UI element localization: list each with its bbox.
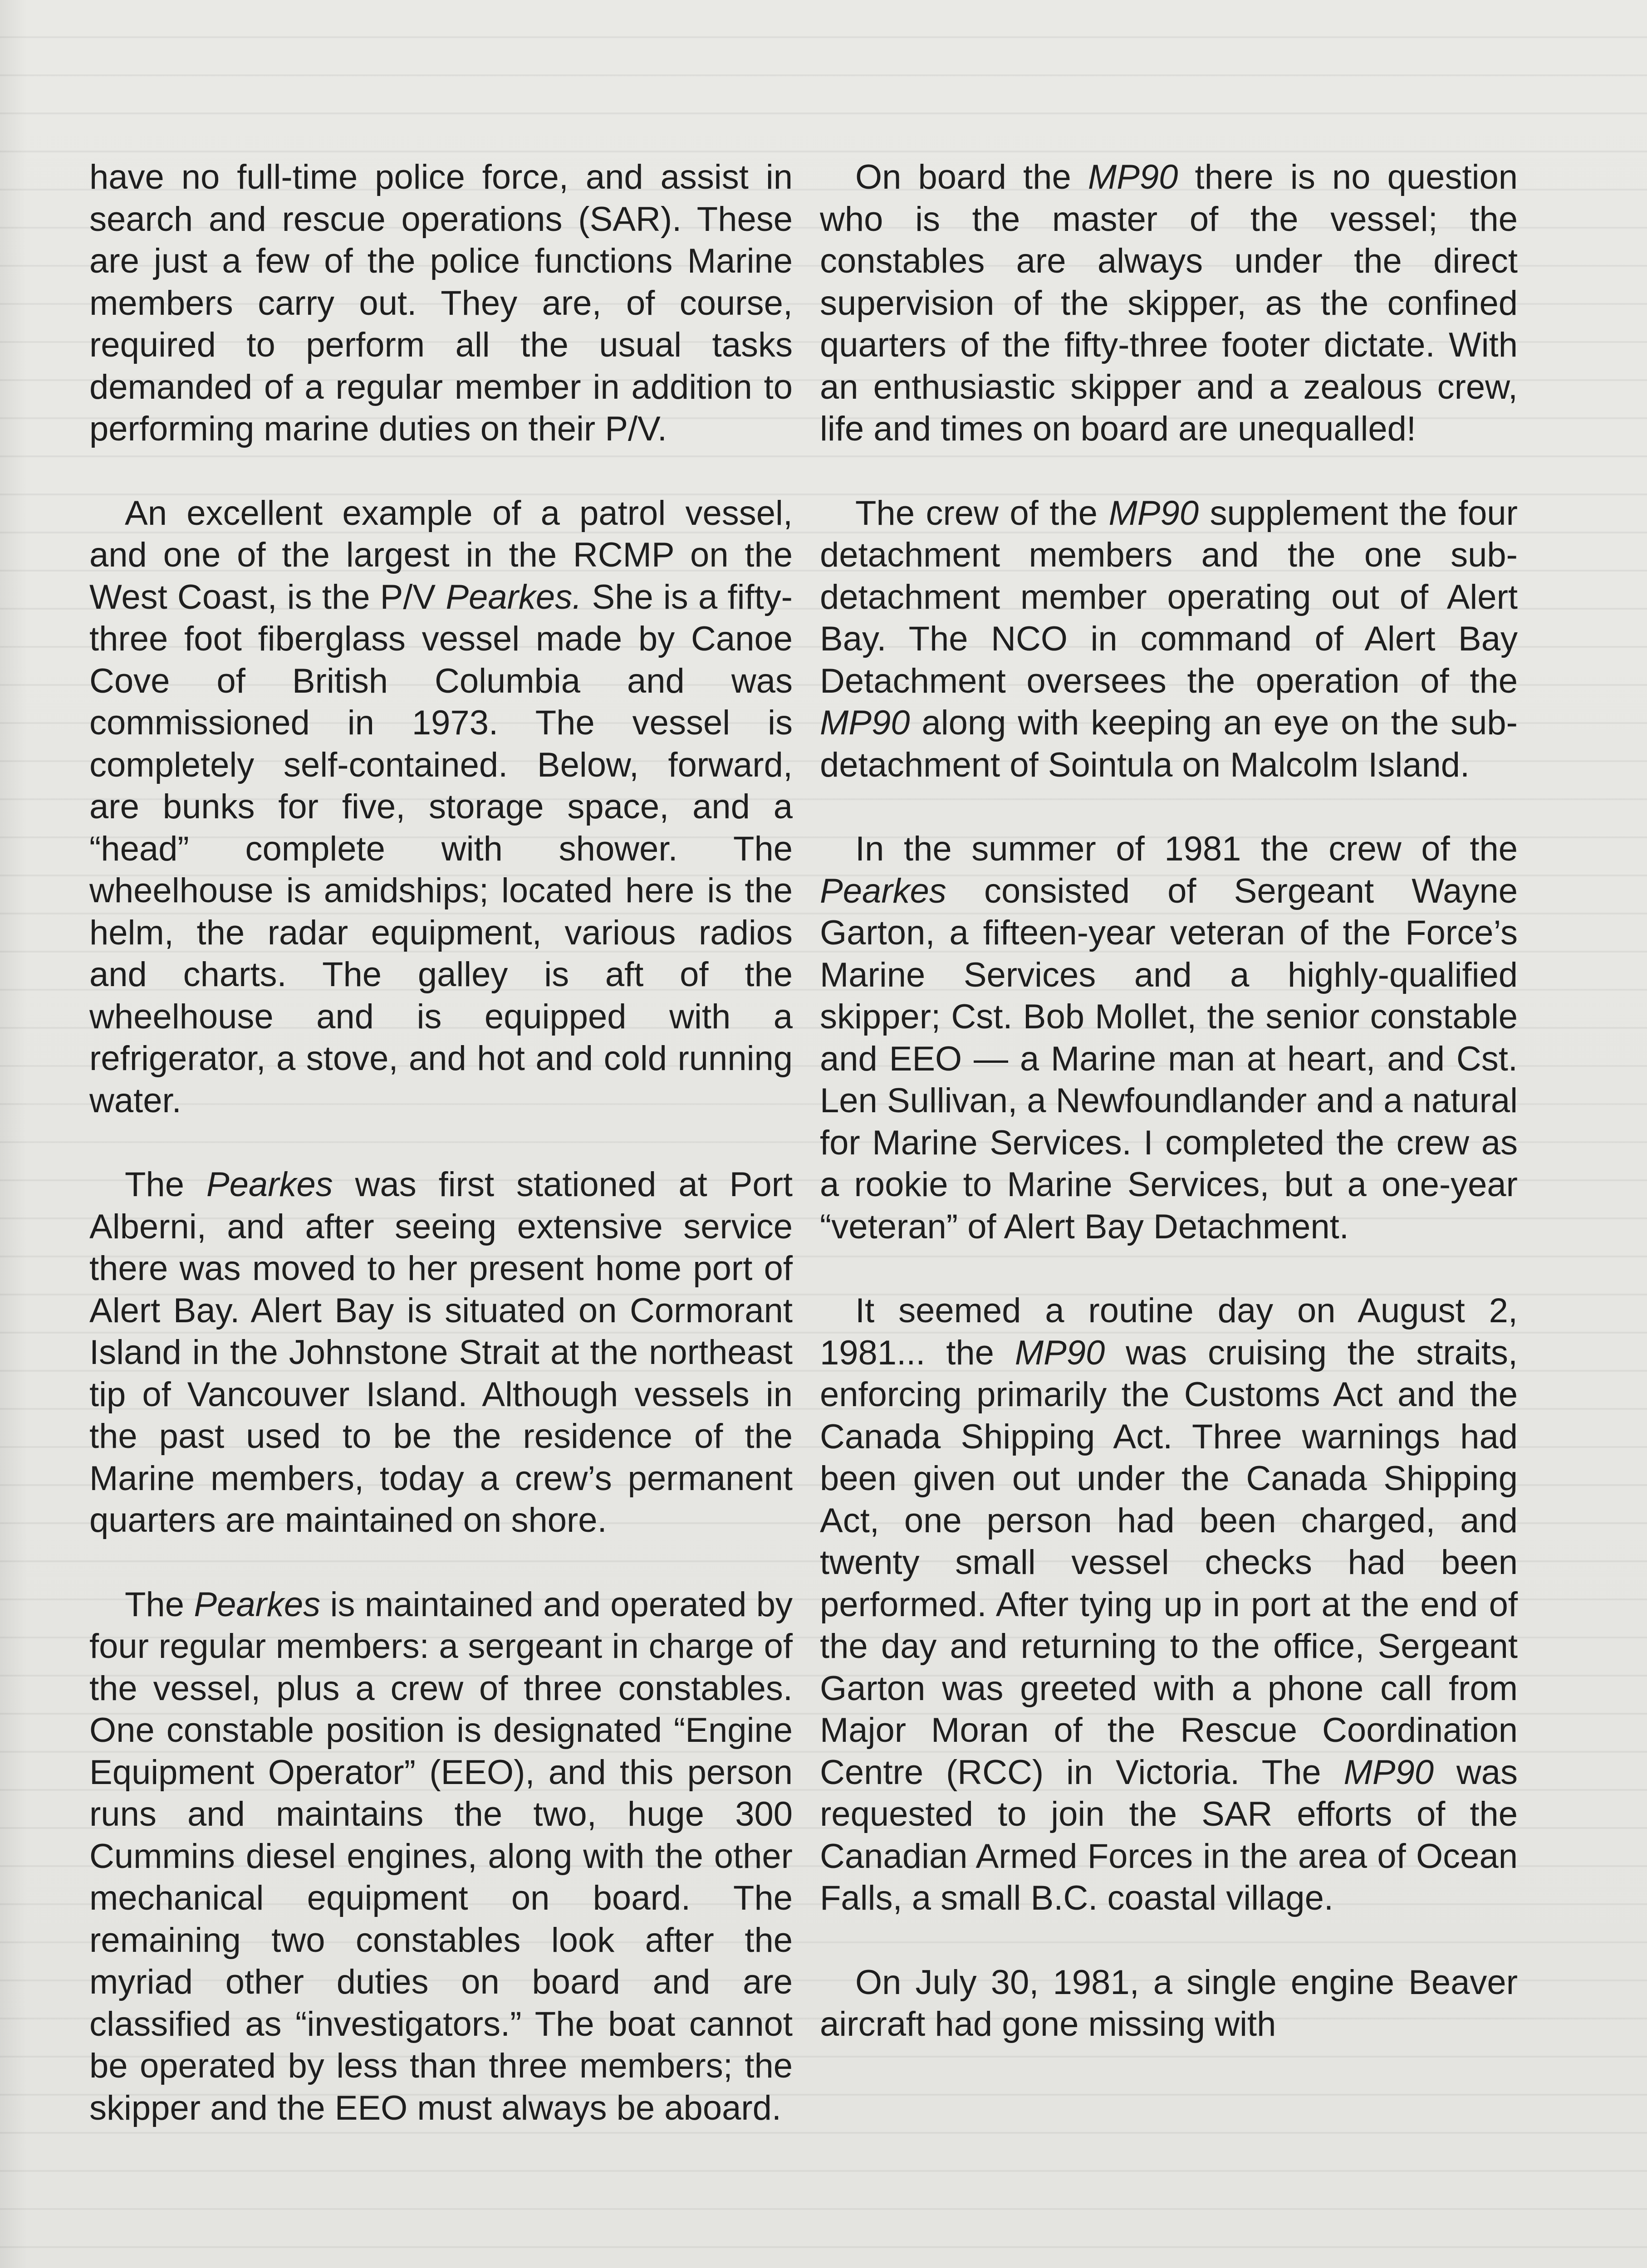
vessel-name: MP90 [1108, 494, 1199, 533]
paragraph-text: was cruising the straits, enforcing primarily the Customs Act and the Canada Shipping Act. Three warnings had been given out under the Canada Shipping Act, one person had been charged, and twenty small vessel checks had been performed. After tying up in port at the end of the day and returning to the office, Sergeant Garton was greeted with a phone call from Major Moran of the Rescue Coordination Centre (RCC) in Victoria. The [820, 1333, 1518, 1792]
vessel-name: Pearkes [194, 1585, 321, 1624]
paragraph-text: consisted of Sergeant Wayne Garton, a fifteen-year veteran of the Force’s Marine Services and a highly-qualified skipper; Cst. Bob Mollet, the senior constable and EEO — a Marine man at heart, and Cst. Len Sullivan, a Newfoundlander and a natural for Marine Services. I completed the crew as a rookie to Marine Services, but a one-year “veteran” of Alert Bay Detachment. [820, 871, 1518, 1246]
paragraph-text: The crew of the [855, 494, 1109, 533]
paragraph-text: In the summer of 1981 the crew of the [855, 830, 1518, 868]
paragraph [89, 1164, 793, 1542]
paragraph-text: She is a fifty-three foot fiberglass vessel made by Canoe Cove of British Columbia and was commissioned in 1973. The vessel is completely self-contained. Below, forward, are bunks for five, storage space, and a “head” complete with shower. The wheelhouse is amidships; located here is the helm, the radar equipment, various radios and charts. The galley is aft of the wheelhouse and is equipped with a refrigerator, a stove, and hot and cold running water. [89, 577, 793, 1120]
paragraph-text: was requested to join the SAR efforts of the Canadian Armed Forces in the area of Ocean Falls, a small B.C. coastal village. [820, 1753, 1518, 1917]
paragraph [89, 156, 793, 450]
paragraph [820, 493, 1518, 787]
paragraph [820, 1290, 1518, 1920]
right-column [820, 156, 1518, 2046]
paragraph-text: On board the [855, 158, 1088, 196]
paragraph-text: An excellent example of a patrol vessel, and one of the largest in the RCMP on the West Coast, is the P/V [89, 494, 793, 616]
vessel-name: MP90 [1343, 1753, 1434, 1792]
paragraph [820, 828, 1518, 1248]
vessel-name: MP90 [820, 704, 910, 742]
paragraph-text: is maintained and operated by four regular members: a sergeant in charge of the vessel, plus a crew of three constables. One constable position is designated “Engine Equipment Operator” (EEO), and this person runs and maintains the two, huge 300 Cummins diesel engines, along with the other mechanical equipment on board. The remaining two constables look after the myriad other duties on board and are classified as “investigators.” The boat cannot be operated by less than three members; the skipper and the EEO must always be aboard. [89, 1585, 793, 2127]
paragraph-text: was first stationed at Port Alberni, and after seeing extensive service there was moved to her present home port of Alert Bay. Alert Bay is situated on Cormorant Island in the Johnstone Strait at the northeast tip of Vancouver Island. Although vessels in the past used to be the residence of the Marine members, today a crew’s permanent quarters are maintained on shore. [89, 1165, 793, 1540]
vessel-name: MP90 [1015, 1333, 1105, 1372]
paragraph-text: On July 30, 1981, a single engine Beaver aircraft had gone missing with [820, 1963, 1518, 2043]
paragraph-text: supplement the four detachment members and the one sub-detachment member operating out of Alert Bay. The NCO in command of Alert Bay Detachment oversees the operation of the [820, 494, 1518, 700]
paragraph [820, 1962, 1518, 2046]
paragraph [820, 156, 1518, 450]
paragraph-text: have no full-time police force, and assist in search and rescue operations (SAR). These are just a few of the police functions Marine members carry out. They are, of course, required to perform all the usual tasks demanded of a regular member in addition to performing marine duties on their P/V. [89, 158, 793, 448]
paragraph [89, 1584, 793, 2130]
paragraph-text: It seemed a routine day on August 2, 1981... the [820, 1291, 1518, 1372]
paragraph-text: there is no question who is the master of the vessel; the constables are always under the direct supervision of the skipper, as the confined quarters of the fifty-three footer dictate. With an enthusiastic skipper and a zealous crew, life and times on board are unequalled! [820, 158, 1518, 448]
paragraph [89, 493, 793, 1122]
vessel-name: MP90 [1088, 158, 1178, 196]
left-column [89, 156, 793, 2129]
paragraph-text: The [125, 1165, 206, 1204]
paragraph-text: along with keeping an eye on the sub-detachment of Sointula on Malcolm Island. [820, 704, 1518, 784]
vessel-name: Pearkes. [446, 577, 582, 616]
vessel-name: Pearkes [820, 871, 946, 910]
paragraph-text: The [125, 1585, 194, 1624]
vessel-name: Pearkes [206, 1165, 333, 1204]
